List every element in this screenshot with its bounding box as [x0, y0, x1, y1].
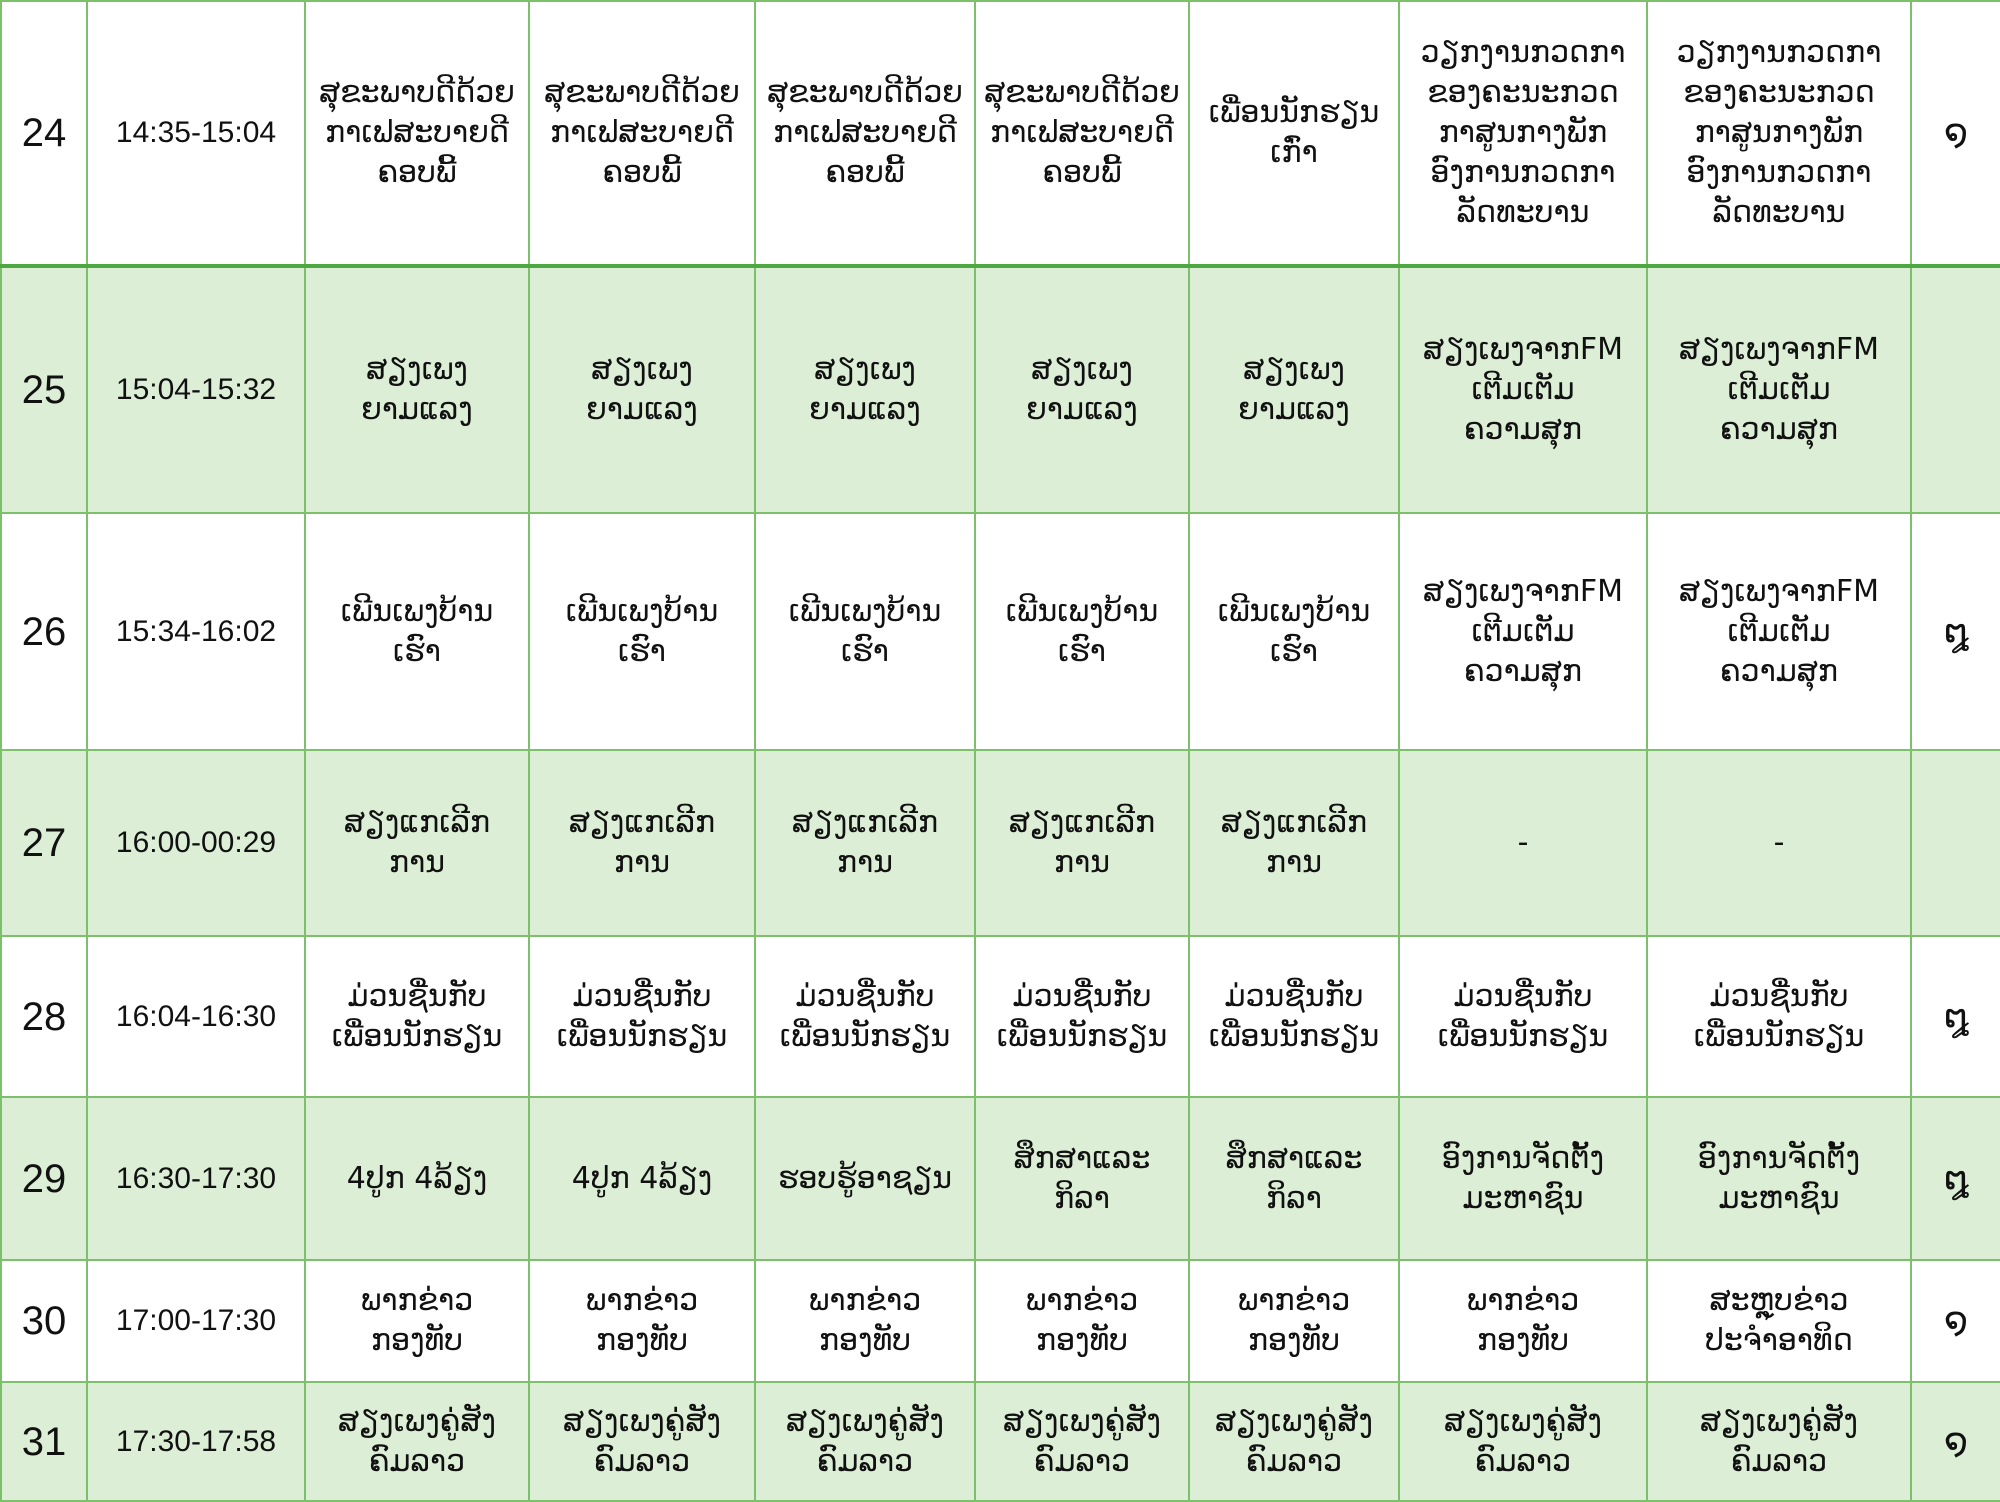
program-cell: ພາກຂ່າວ ກອງທັບ	[529, 1260, 755, 1382]
program-cell: ມ່ວນຊື່ນກັບ ເພື່ອນນັກຮຽນ	[305, 936, 529, 1097]
time-slot-cell: 16:30-17:30	[87, 1097, 305, 1260]
row-number-cell: 29	[1, 1097, 87, 1260]
row-number-cell: 28	[1, 936, 87, 1097]
program-cell: ສຽງເພງ ຍາມແລງ	[305, 266, 529, 513]
program-cell: ມ່ວນຊື່ນກັບ ເພື່ອນນັກຮຽນ	[1647, 936, 1911, 1097]
program-cell: ເພີນເພງບ້ານ ເຮົາ	[1189, 513, 1399, 750]
program-cell: ເພື່ອນນັກຮຽນເກົ່າ	[1189, 1, 1399, 266]
program-cell: ເພີນເພງບ້ານ ເຮົາ	[305, 513, 529, 750]
program-cell: ສຶກສາແລະ ກິລາ	[975, 1097, 1189, 1260]
program-cell: ມ່ວນຊື່ນກັບ ເພື່ອນນັກຮຽນ	[755, 936, 975, 1097]
row-number-cell: 26	[1, 513, 87, 750]
time-slot-cell: 17:30-17:58	[87, 1382, 305, 1501]
table-row	[1, 1097, 2000, 1260]
program-cell: ວຽກງານກວດກາ ຂອງຄະນະກວດ ກາສູນກາງພັກ ອົງການກວດກາ ລັດທະບານ	[1647, 1, 1911, 266]
program-cell: ສຽງເພງຄູ່ສັງ ຄົມລາວ	[755, 1382, 975, 1501]
mark-cell: ໑	[1911, 1, 2000, 266]
program-cell: ສຽງເພງຈາກFM ເຕີມເຕັມ ຄວາມສຸກ	[1647, 266, 1911, 513]
program-cell: ເພີນເພງບ້ານ ເຮົາ	[975, 513, 1189, 750]
mark-cell: ໘	[1911, 513, 2000, 750]
program-cell: ສຽງແກເລີກ ການ	[529, 750, 755, 936]
program-cell: ສຽງເພງ ຍາມແລງ	[529, 266, 755, 513]
mark-cell: ໑	[1911, 1260, 2000, 1382]
program-cell: ຮອບຮູ້ອາຊຽນ	[755, 1097, 975, 1260]
time-slot-cell: 15:04-15:32	[87, 266, 305, 513]
mark-cell	[1911, 750, 2000, 936]
row-number-cell: 24	[1, 1, 87, 266]
program-cell: ສຽງແກເລີກ ການ	[305, 750, 529, 936]
row-number-cell: 27	[1, 750, 87, 936]
program-cell: ສຽງເພງຄູ່ສັງ ຄົມລາວ	[529, 1382, 755, 1501]
row-number-cell: 31	[1, 1382, 87, 1501]
program-cell: ອົງການຈັດຕັ້ງ ມະຫາຊົນ	[1399, 1097, 1647, 1260]
time-slot-cell: 15:34-16:02	[87, 513, 305, 750]
program-cell: ມ່ວນຊື່ນກັບ ເພື່ອນນັກຮຽນ	[1189, 936, 1399, 1097]
time-slot-cell: 16:00-00:29	[87, 750, 305, 936]
program-cell: ສຽງເພງຈາກFM ເຕີມເຕັມ ຄວາມສຸກ	[1647, 513, 1911, 750]
row-number-cell: 25	[1, 266, 87, 513]
time-slot-cell: 17:00-17:30	[87, 1260, 305, 1382]
program-cell: ມ່ວນຊື່ນກັບ ເພື່ອນນັກຮຽນ	[529, 936, 755, 1097]
program-cell: ສຽງແກເລີກ ການ	[1189, 750, 1399, 936]
program-cell: ພາກຂ່າວ ກອງທັບ	[755, 1260, 975, 1382]
program-cell: ອົງການຈັດຕັ້ງ ມະຫາຊົນ	[1647, 1097, 1911, 1260]
program-cell: ສຽງເພງຄູ່ສັງ ຄົມລາວ	[1399, 1382, 1647, 1501]
program-cell: ມ່ວນຊື່ນກັບ ເພື່ອນນັກຮຽນ	[975, 936, 1189, 1097]
program-cell: ສຽງເພງຈາກFM ເຕີມເຕັມ ຄວາມສຸກ	[1399, 266, 1647, 513]
program-cell: ສຽງເພງ ຍາມແລງ	[975, 266, 1189, 513]
program-cell: ສຸຂະພາບດີດ້ວຍ ກາເຟສະບາຍດີ ຄອບພີ້	[975, 1, 1189, 266]
program-cell: 4ປູກ 4ລ້ຽງ	[305, 1097, 529, 1260]
table-row	[1, 1, 2000, 266]
program-cell: ສຽງແກເລີກ ການ	[755, 750, 975, 936]
program-cell: ສຽງແກເລີກ ການ	[975, 750, 1189, 936]
mark-cell	[1911, 266, 2000, 513]
program-cell: ສະຫຼຸບຂ່າວ ປະຈຳອາທິດ	[1647, 1260, 1911, 1382]
program-cell: -	[1647, 750, 1911, 936]
program-cell: ສຶກສາແລະ ກິລາ	[1189, 1097, 1399, 1260]
program-cell: ສຽງເພງຈາກFM ເຕີມເຕັມ ຄວາມສຸກ	[1399, 513, 1647, 750]
program-cell: -	[1399, 750, 1647, 936]
table-row	[1, 750, 2000, 936]
program-cell: ມ່ວນຊື່ນກັບ ເພື່ອນນັກຮຽນ	[1399, 936, 1647, 1097]
mark-cell: ໘	[1911, 1097, 2000, 1260]
time-slot-cell: 14:35-15:04	[87, 1, 305, 266]
program-cell: ສຽງເພງ ຍາມແລງ	[755, 266, 975, 513]
program-cell: ສຽງເພງ ຍາມແລງ	[1189, 266, 1399, 513]
program-cell: ວຽກງານກວດກາ ຂອງຄະນະກວດ ກາສູນກາງພັກ ອົງການກວດກາ ລັດທະບານ	[1399, 1, 1647, 266]
program-cell: ສຽງເພງຄູ່ສັງ ຄົມລາວ	[1647, 1382, 1911, 1501]
program-cell: ພາກຂ່າວ ກອງທັບ	[305, 1260, 529, 1382]
program-cell: ສຸຂະພາບດີດ້ວຍ ກາເຟສະບາຍດີ ຄອບພີ້	[755, 1, 975, 266]
table-row	[1, 266, 2000, 513]
program-cell: ເພີນເພງບ້ານ ເຮົາ	[755, 513, 975, 750]
mark-cell: ໘	[1911, 936, 2000, 1097]
program-cell: ພາກຂ່າວ ກອງທັບ	[1189, 1260, 1399, 1382]
program-cell: ພາກຂ່າວ ກອງທັບ	[975, 1260, 1189, 1382]
table-row	[1, 1382, 2000, 1501]
program-cell: ສຽງເພງຄູ່ສັງ ຄົມລາວ	[1189, 1382, 1399, 1501]
program-cell: ສຸຂະພາບດີດ້ວຍ ກາເຟສະບາຍດີ ຄອບພີ້	[529, 1, 755, 266]
mark-cell: ໑	[1911, 1382, 2000, 1501]
table-row	[1, 513, 2000, 750]
row-number-cell: 30	[1, 1260, 87, 1382]
program-cell: ສຽງເພງຄູ່ສັງ ຄົມລາວ	[975, 1382, 1189, 1501]
table-row	[1, 1260, 2000, 1382]
time-slot-cell: 16:04-16:30	[87, 936, 305, 1097]
program-cell: 4ປູກ 4ລ້ຽງ	[529, 1097, 755, 1260]
program-cell: ສຸຂະພາບດີດ້ວຍ ກາເຟສະບາຍດີ ຄອບພີ້	[305, 1, 529, 266]
program-cell: ສຽງເພງຄູ່ສັງ ຄົມລາວ	[305, 1382, 529, 1501]
program-cell: ເພີນເພງບ້ານ ເຮົາ	[529, 513, 755, 750]
table-row	[1, 936, 2000, 1097]
program-cell: ພາກຂ່າວ ກອງທັບ	[1399, 1260, 1647, 1382]
